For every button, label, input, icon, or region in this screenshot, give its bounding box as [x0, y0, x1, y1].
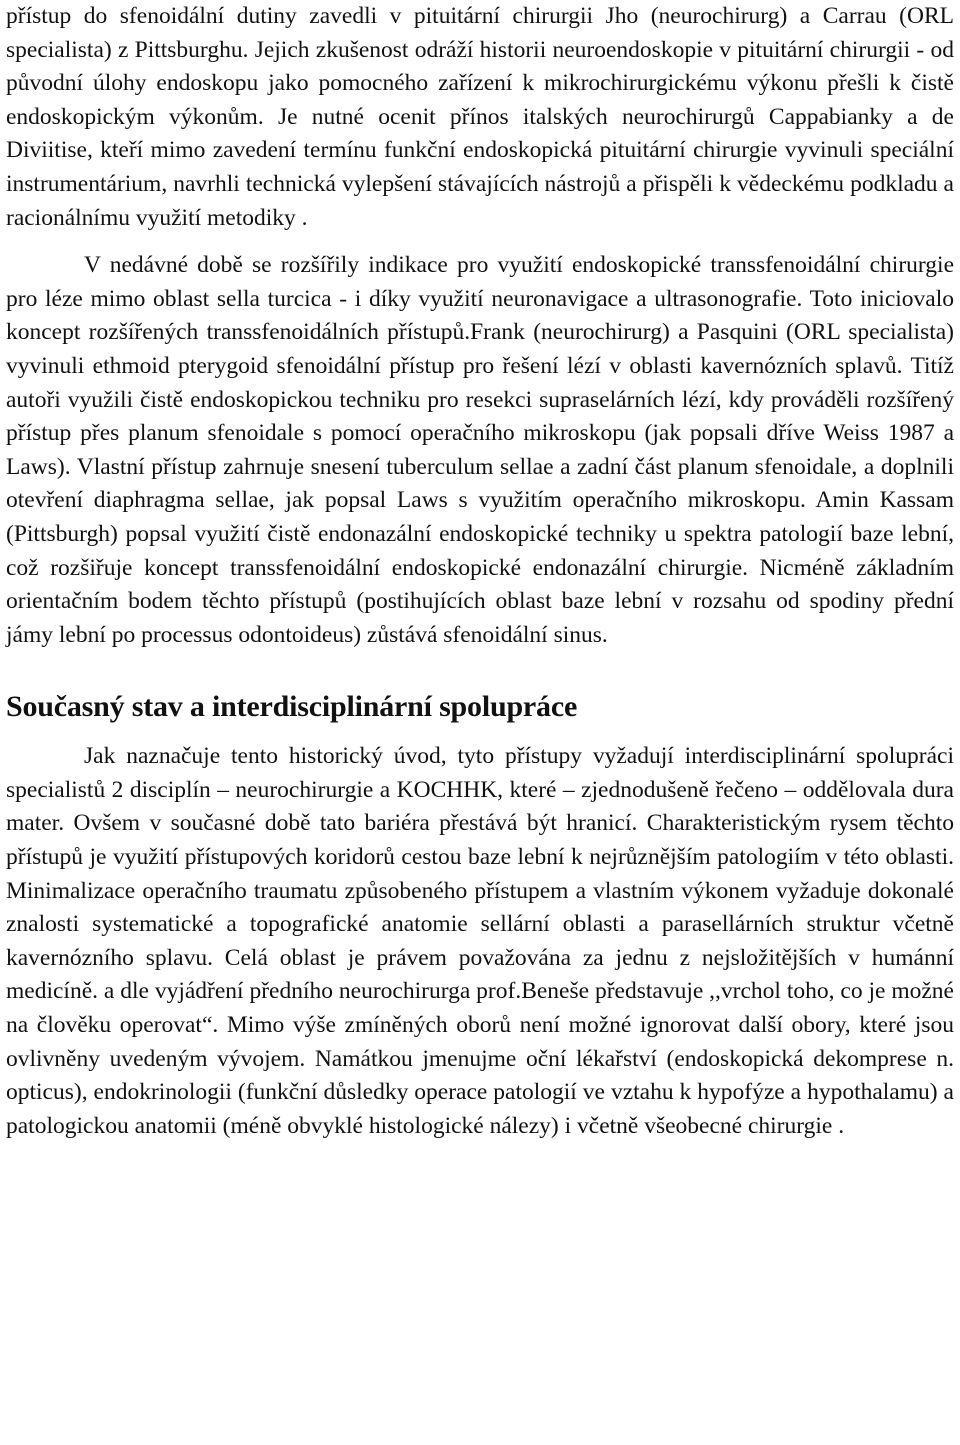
- section-heading: Současný stav a interdisciplinární spolupráce: [6, 690, 578, 724]
- paragraph-extended-approaches: V nedávné době se rozšířily indikace pro využití endoskopické transsfenoidální chirurgie pro léze mimo oblast sella turcica - i díky využití neuronavigace a ultrasonografie. Toto iniciovalo koncept rozšířených transsfenoidálních přístupů.Frank (neurochirurg) a Pasquini (ORL specialista) vyvinuli ethmoid pterygoid sfenoidální přístup pro řešení lézí v oblasti kavernózních splavů. Titíž autoři využili čistě endoskopickou techniku pro resekci supraselárních lézí, kdy prováděli rozšířený přístup přes planum sfenoidale s pomocí operačního mikroskopu (jak popsali dříve Weiss 1987 a Laws). Vlastní přístup zahrnuje snesení tuberculum sellae a zadní část planum sfenoidale, a doplnili otevření diaphragma sellae, jak popsal Laws s využitím operačního mikroskopu. Amin Kassam (Pittsburgh) popsal využití čistě endonazální endoskopické techniky u spektra patologií baze lební, což rozšiřuje koncept transsfenoidální endoskopické endonazální chirurgie. Nicméně základním orientačním bodem těchto přístupů (postihujících oblast baze lební v rozsahu od spodiny přední jámy lební po processus odontoideus) zůstává sfenoidální sinus.: [6, 252, 954, 648]
- document-page: [6, 0, 954, 1143]
- paragraph-interdisciplinary-cooperation: Jak naznačuje tento historický úvod, tyto přístupy vyžadují interdisciplinární spolupráci specialistů 2 disciplín – neurochirurgie a KOCHHK, které – zjednodušeně řečeno – oddělovala dura mater. Ovšem v současné době tato bariéra přestává být hranicí. Charakteristickým rysem těchto přístupů je využití přístupových koridorů cestou baze lební k nejrůznějším patologiím v této oblasti. Minimalizace operačního traumatu způsobeného přístupem a vlastním výkonem vyžaduje dokonalé znalosti systematické a topografické anatomie sellární oblasti a parasellárních struktur včetně kavernózního splavu. Celá oblast je právem považována za jednu z nejsložitějších v humánní medicíně. a dle vyjádření předního neurochirurga prof.Beneše představuje ,,vrchol toho, co je možné na člověku operovat“. Mimo výše zmíněných oborů není možné ignorovat další obory, které jsou ovlivněny uvedeným vývojem. Namátkou jmenujme oční lékařství (endoskopická dekomprese n. opticus), endokrinologii (funkční důsledky operace patologií ve vztahu k hypofýze a hypothalamu) a patologickou anatomii (méně obvyklé histologické nálezy) i včetně všeobecné chirurgie .: [6, 743, 954, 1139]
- paragraph-history-endoscopy: přístup do sfenoidální dutiny zavedli v pituitární chirurgii Jho (neurochirurg) a Carrau (ORL specialista) z Pittsburghu. Jejich zkušenost odráží historii neuroendoskopie v pituitární chirurgii - od původní úlohy endoskopu jako pomocného zařízení k mikrochirurgickému výkonu přešli k čistě endoskopickým výkonům. Je nutné ocenit přínos italských neurochirurgů Cappabianky a de Diviitise, kteří mimo zavedení termínu funkční endoskopická pituitární chirurgie vyvinuli speciální instrumentárium, navrhli technická vylepšení stávajících nástrojů a přispěli k vědeckému podkladu a racionálnímu využití metodiky .: [6, 3, 954, 231]
